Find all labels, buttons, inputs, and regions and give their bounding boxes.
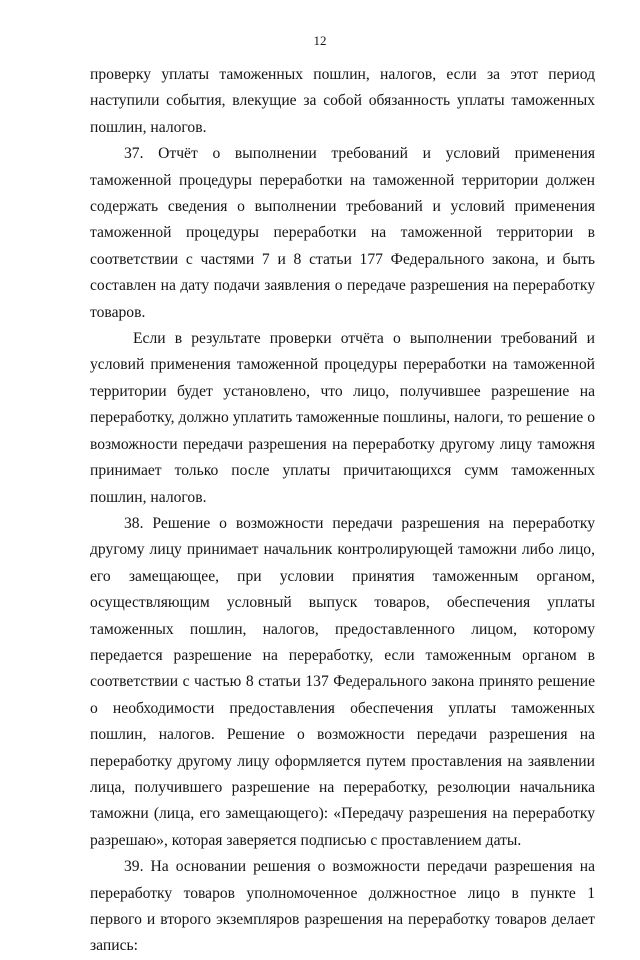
paragraph-item-38: 38. Решение о возможности передачи разрешения на переработку другому лицу принимает начальник контролирующей таможни либо лицо, его замещающее, при условии принятия таможенным органом, осуществляющим условный выпуск товаров, обеспечения уплаты таможенных пошлин, налогов, предоставленного лицом, которому передается разрешение на переработку, если таможенным органом в соответствии с частью 8 статьи 137 Федерального закона принято решение о необходимости предоставления обеспечения уплаты таможенных пошлин, налогов. Решение о возможности передачи разрешения на переработку другому лицу оформляется путем проставления на заявлении лица, получившего разрешение на переработку, резолюции начальника таможни (лица, его замещающего): «Передачу разрешения на переработку разрешаю», которая заверяется подписью с проставлением даты. xyxy=(90,514,595,849)
paragraph-item-37-report-check: Если в результате проверки отчёта о выполнении требований и условий применения таможенной процедуры переработки на таможенной территории будет установлено, что лицо, получившее разрешение на переработку, должно уплатить таможенные пошлины, налоги, то решение о возможности передачи разрешения на переработку другому лицу таможня принимает только после уплаты причитающихся сумм таможенных пошлин, налогов. xyxy=(90,330,595,506)
page-number: 12 xyxy=(313,33,327,48)
paragraph-item-37: 37. Отчёт о выполнении требований и условий применения таможенной процедуры переработки на таможенной территории должен содержать сведения о выполнении требований и условий применения таможенной процедуры переработки на таможенной территории в соответствии с частями 7 и 8 статьи 177 Федерального закона, и быть составлен на дату подачи заявления о передаче разрешения на переработку товаров. xyxy=(90,145,595,321)
document-body xyxy=(90,62,595,960)
paragraph-item-39: 39. На основании решения о возможности передачи разрешения на переработку товаров уполномоченное должностное лицо в пункте 1 первого и второго экземпляров разрешения на переработку товаров делает запись: xyxy=(90,858,595,955)
paragraph-continuation: проверку уплаты таможенных пошлин, налогов, если за этот период наступили события, влекущие за собой обязанность уплаты таможенных пошлин, налогов. xyxy=(90,66,595,136)
